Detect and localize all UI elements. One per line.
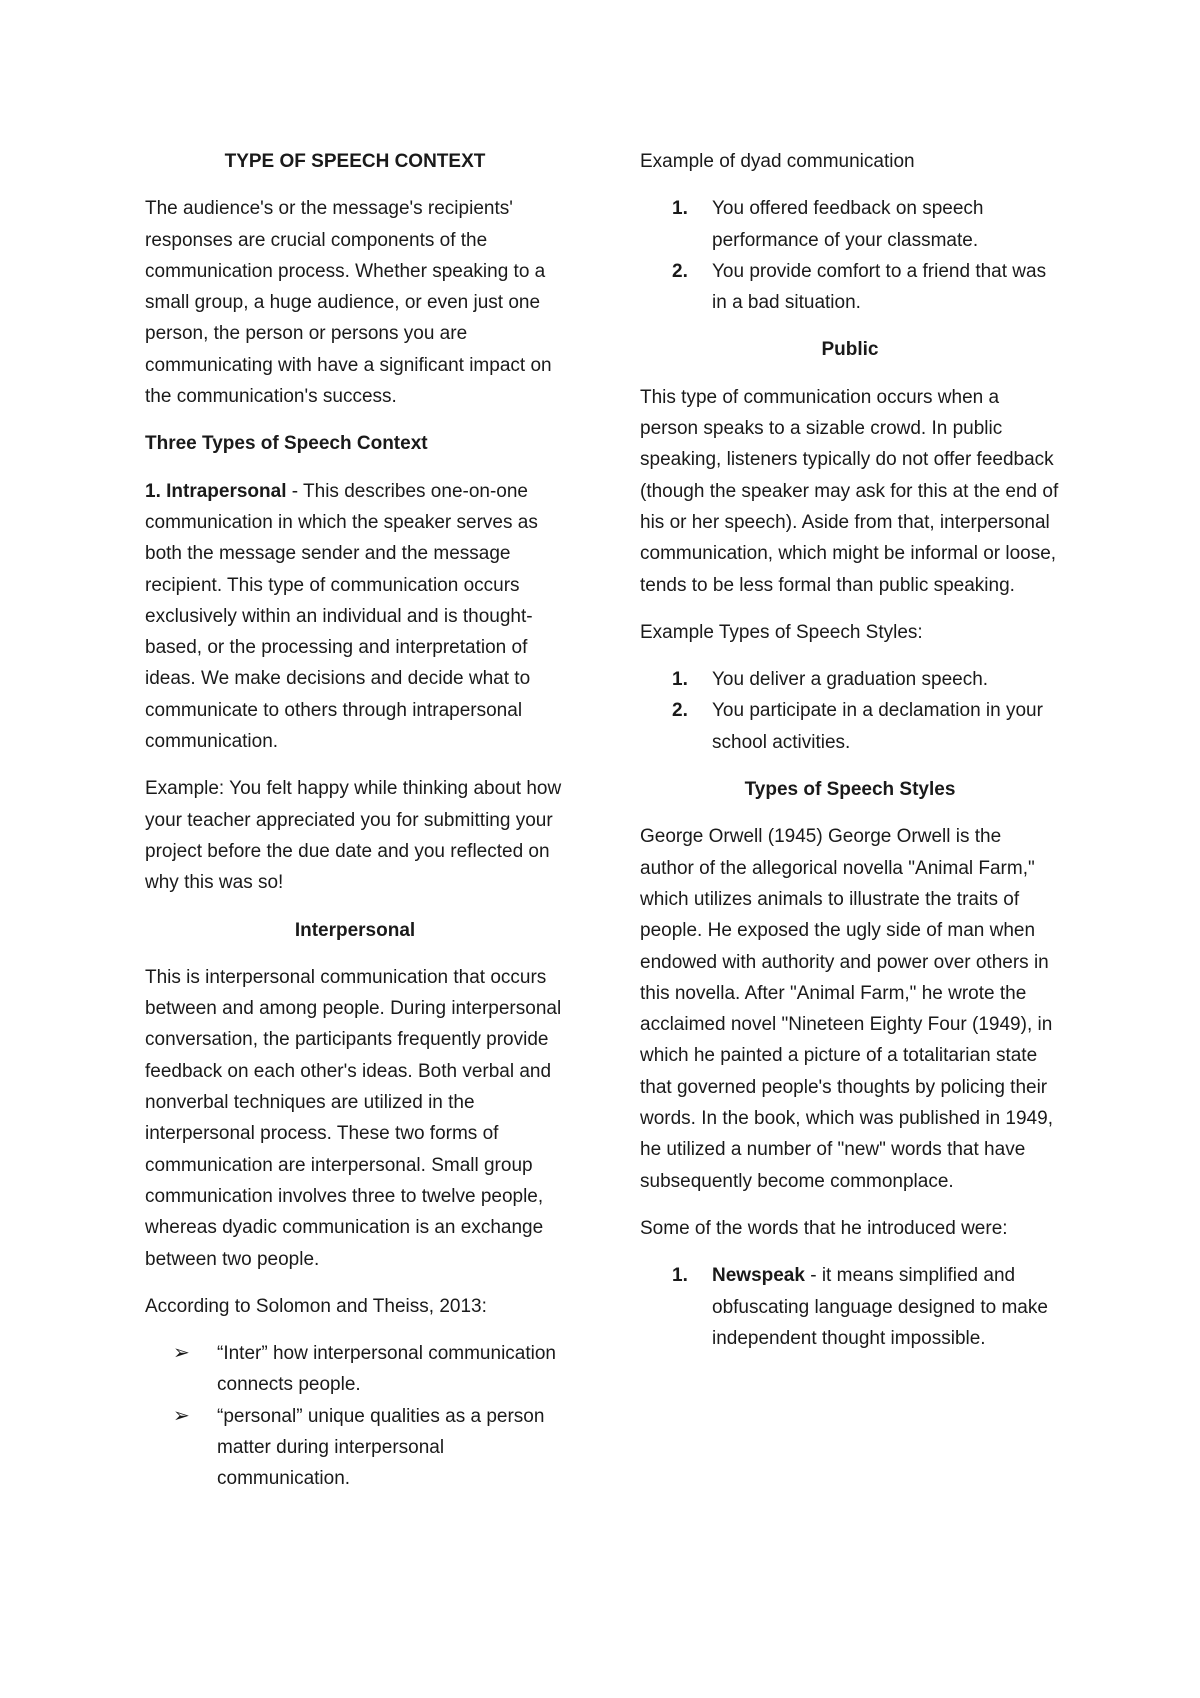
example-types-list <box>640 664 1060 758</box>
public-paragraph: This type of communication occurs when a person speaks to a sizable crowd. In public speaking, listeners typically do not offer feedback (though the speaker may ask for this at the end of his or her speech). Aside from that, interpersonal communication, which might be informal or loose, tends to be less formal than public speaking. <box>640 386 1059 596</box>
list-number: 2. <box>672 260 688 282</box>
public-heading: Public <box>821 339 879 361</box>
intrapersonal-paragraph <box>145 476 565 758</box>
list-text: You offered feedback on speech performance of your classmate. <box>712 198 984 251</box>
interpersonal-heading: Interpersonal <box>294 919 416 941</box>
intro-paragraph: The audience's or the message's recipients' responses are crucial components of the communication process. Whether speaking to a small group, a huge audience, or even just one person, the person or persons you are communicating with have a significant impact on the communication's success. <box>145 198 552 408</box>
arrow-bullet-icon: ➢ <box>173 1404 190 1427</box>
types-heading: Three Types of Speech Context <box>145 433 428 455</box>
list-text: - it means simplified and obfuscating language designed to make independent thought impossible. <box>712 1265 1048 1349</box>
arrow-bullet-icon: ➢ <box>173 1342 190 1365</box>
list-text: You deliver a graduation speech. <box>712 669 989 691</box>
intrapersonal-label: 1. Intrapersonal <box>145 480 287 502</box>
term-newspeak: Newspeak <box>712 1265 805 1287</box>
orwell-paragraph: George Orwell (1945) George Orwell is the author of the allegorical novella "Animal Farm," which utilizes animals to illustrate the traits of people. He exposed the ugly side of man when endowed with authority and power over others in this novella. After "Animal Farm," he wrote the acclaimed novel "Nineteen Eighty Four (1949), in which he painted a picture of a totalitarian state that governed people's thoughts by policing their words. In the book, which was published in 1949, he utilized a number of "new" words that have subsequently become commonplace. <box>640 826 1053 1192</box>
list-item <box>640 1260 1060 1354</box>
inter-personal-bullets <box>145 1338 565 1494</box>
list-text: You participate in a declamation in your school activities. <box>712 700 1043 753</box>
left-column <box>145 146 565 1495</box>
list-text: You provide comfort to a friend that was in a bad situation. <box>712 260 1047 314</box>
dyad-heading: Example of dyad communication <box>640 151 915 172</box>
list-item <box>640 664 1060 695</box>
list-item <box>640 256 1060 319</box>
list-number: 1. <box>672 198 688 220</box>
interpersonal-paragraph: This is interpersonal communication that occurs between and among people. During interpersonal conversation, the participants frequently provide feedback on each other's ideas. Both verbal and nonverbal techniques are utilized in the interpersonal process. These two forms of communication are interpersonal. Small group communication involves three to twelve people, whereas dyadic communication is an exchange between two people. <box>145 966 562 1270</box>
bullet-text: “Inter” how interpersonal communication connects people. <box>217 1343 556 1396</box>
list-item <box>640 193 1060 256</box>
list-item <box>145 1338 565 1401</box>
dyad-list <box>640 193 1060 318</box>
intrapersonal-text: - This describes one-on-one communication in which the speaker serves as both the message sender and the message recipient. This type of communication occurs exclusively within an individual and is thought-based, or the processing and interpretation of ideas. We make decisions and decide what to communicate to others through intrapersonal communication. <box>145 480 538 753</box>
page-title: TYPE OF SPEECH CONTEXT <box>224 151 486 172</box>
words-intro: Some of the words that he introduced were: <box>640 1217 1008 1239</box>
list-number: 1. <box>672 1265 688 1287</box>
list-number: 2. <box>672 700 688 722</box>
words-list <box>640 1260 1060 1354</box>
example-types-heading: Example Types of Speech Styles: <box>640 621 923 643</box>
bullet-text: “personal” unique qualities as a person matter during interpersonal communication. <box>217 1405 545 1490</box>
speech-styles-heading: Types of Speech Styles <box>744 779 956 801</box>
right-column <box>640 146 1060 1370</box>
list-item <box>640 695 1060 758</box>
intrapersonal-example: Example: You felt happy while thinking about how your teacher appreciated you for submitting your project before the due date and you reflected on why this was so! <box>145 778 562 894</box>
according-line: According to Solomon and Theiss, 2013: <box>145 1295 487 1317</box>
list-number: 1. <box>672 669 688 691</box>
list-item <box>145 1401 565 1495</box>
